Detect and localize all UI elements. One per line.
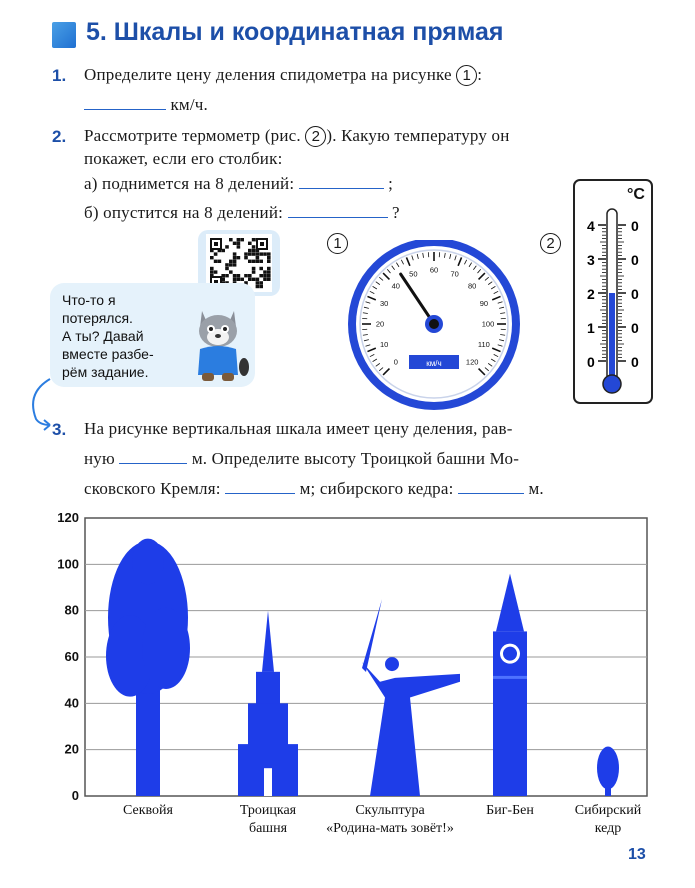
speedometer-tick-label: 100 [481, 319, 495, 329]
task2-line2: покажет, если его столбик: [84, 149, 283, 168]
chart-category-label: Секвойя [123, 803, 173, 818]
thermo-label-left-1: 1 [587, 320, 595, 336]
task3-number: 3. [52, 420, 67, 439]
task1-unit: км/ч. [170, 95, 208, 114]
chart-category-label: Биг-Бен [486, 803, 534, 818]
task2-answer-b[interactable] [288, 217, 388, 218]
task2-item-a: а) поднимется на 8 делений: ; [84, 174, 394, 193]
chart-category-label: кедр [594, 821, 622, 836]
chart-ytick-label: 60 [64, 649, 79, 664]
speedometer-tick-label: 30 [379, 298, 389, 308]
thermo-label-left-4: 4 [587, 218, 595, 234]
task3-answer-division[interactable] [119, 463, 187, 464]
thermometer-unit: °C [627, 186, 645, 203]
task2-number: 2. [52, 127, 67, 146]
chart-category-label: Скульптура [355, 803, 425, 818]
chart-ytick-label: 100 [57, 556, 79, 572]
thermometer [573, 179, 653, 404]
figure-ref-1: 1 [456, 65, 477, 86]
thermo-label-left-2: 2 [587, 286, 595, 302]
speedometer-tick-label: 90 [479, 298, 489, 308]
thermo-label-right-0c: 0 [631, 286, 639, 302]
task1-question: Определите цену деления спидометра на рисунке [84, 65, 452, 84]
speedometer-tick-label: 60 [429, 265, 439, 275]
thermo-label-right-0d: 0 [631, 320, 639, 336]
section-marker [52, 22, 76, 48]
chart-category-label: Троицкая [239, 803, 297, 818]
task1-answer-blank[interactable] [84, 109, 166, 110]
task3-answer-tower[interactable] [225, 493, 295, 494]
height-chart [40, 508, 660, 838]
chart-ytick-label: 20 [64, 741, 79, 757]
speedometer-tick-label: 40 [391, 281, 400, 291]
task3-answer-cedar[interactable] [458, 493, 524, 494]
speedometer-tick-label: 80 [468, 281, 477, 291]
task2-item-b: б) опустится на 8 делений: ? [84, 203, 400, 222]
speedometer-unit: км/ч [426, 359, 442, 368]
figure-ref-2: 2 [305, 126, 326, 147]
figure-label-1: 1 [327, 233, 348, 254]
thermo-label-right-0b: 0 [631, 252, 639, 268]
speedometer-tick-label: 110 [477, 340, 490, 350]
task1-text: Определите цену деления спидометра на рисунке 1 : [84, 65, 483, 84]
task3-line1: На рисунке вертикальная шкала имеет цену деления, рав- [84, 419, 513, 438]
speedometer-tick-label: 20 [375, 319, 385, 329]
speedometer-tick-label: 50 [409, 269, 418, 279]
speedometer [345, 240, 525, 415]
task3-line2: ную м. Определите высоту Троицкой башни Мо- [84, 449, 520, 468]
figure-label-2: 2 [540, 233, 561, 254]
speedometer-tick-label: 0 [393, 357, 398, 367]
task2-answer-a[interactable] [299, 188, 384, 189]
chart-category-label: башня [248, 821, 288, 836]
task1-number: 1. [52, 66, 67, 85]
chart-category-label: Сибирский [574, 803, 642, 818]
pointer-arrow-icon [20, 375, 80, 435]
chart-category-label: «Родина-мать зовёт!» [326, 821, 454, 836]
task1-answer-line [84, 94, 208, 116]
speedometer-tick-label: 70 [450, 269, 459, 279]
mascot-cat-icon [188, 305, 250, 383]
page-number: 13 [628, 846, 646, 863]
section-title: 5. Шкалы и координатная прямая [86, 18, 504, 46]
chart-ytick-label: 40 [64, 695, 79, 711]
thermo-label-left-0: 0 [587, 354, 595, 370]
chart-ytick-label: 120 [57, 510, 79, 525]
chart-ytick-label: 80 [64, 602, 79, 618]
task3-line3: сковского Кремля: м; сибирского кедра: м. [84, 479, 544, 498]
thermo-label-right-0a: 0 [631, 218, 639, 234]
task2-text: Рассмотрите термометр (рис. 2 ). Какую температуру он [84, 126, 510, 145]
speedometer-tick-label: 10 [379, 340, 389, 350]
speedometer-tick-label: 120 [465, 357, 479, 367]
thermometer-column [609, 293, 615, 384]
hint-text: Что-то я потерялся. А ты? Давай вместе разбе- рём задание. [62, 292, 154, 380]
chart-ytick-label: 0 [71, 788, 79, 803]
thermo-label-left-3: 3 [587, 252, 595, 268]
thermo-label-right-0e: 0 [631, 354, 639, 370]
